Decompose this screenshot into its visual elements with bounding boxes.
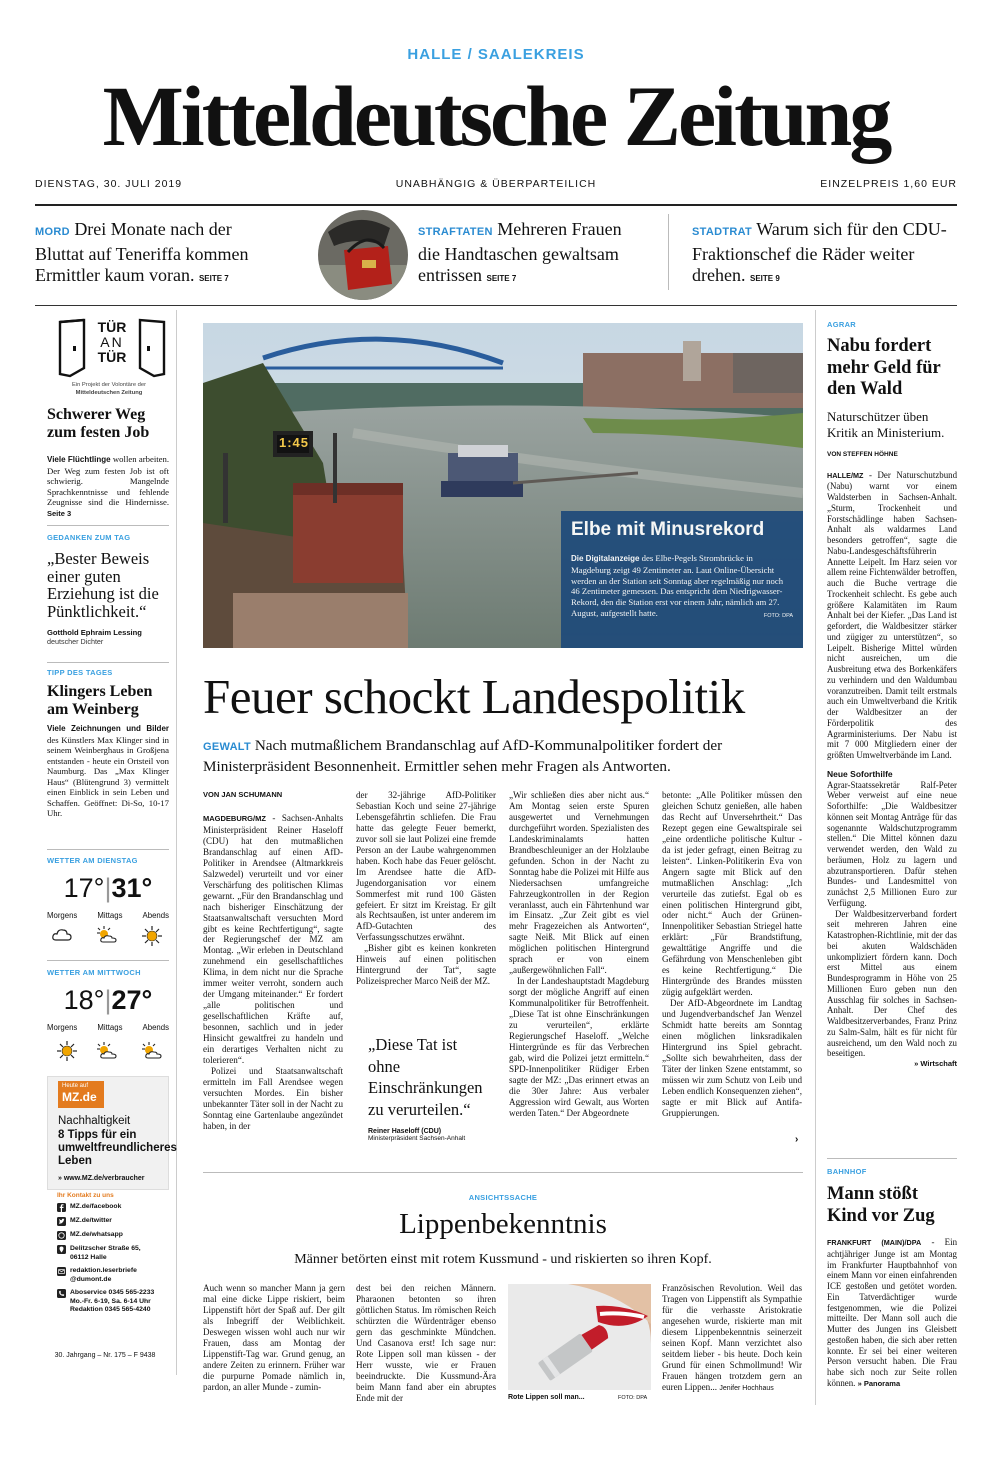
- lead-headline[interactable]: Feuer schockt Landespolitik: [203, 669, 745, 724]
- pull-quote-text: „Diese Tat ist ohne Einschränkungen zu verurteilen.“: [368, 1035, 483, 1119]
- caption-title: Elbe mit Minusrekord: [571, 519, 765, 540]
- contact-address: [57, 1245, 172, 1262]
- teaser-ref: SEITE 7: [198, 274, 229, 283]
- story-headline: Nabu fordert mehr Geld für den Wald: [827, 336, 941, 399]
- story-text: wollen arbeiten. Der Weg zum festen Job ist oft schwierig. Mangelnde Sprachkenntnisse und fehlende Zeugnisse sind die Hindernisse.: [47, 454, 170, 508]
- story-dateline: HALLE/MZ: [827, 470, 864, 480]
- contact-whatsapp[interactable]: [57, 1231, 172, 1240]
- lead-col3b-text: In der Landeshauptstadt Magdeburg sorgt der mögliche Angriff auf einen Kommunalpolitiker für Betroffenheit. „Diese Tat ist ohne Einschränkungen zu verurteilen“, erklärte Regierungschef Haseloff. „Welche Hintergründe es für das Verbrechen gab, wird die Polizei jetzt ermitteln.“ SPD-Innenpolitiker Rüdiger Erben sagte der MZ: „Das erinnert etwas an die 30er Jahre: Aus verbaler Aggression wird Gewalt, aus Worten werden Taten.“ Der Abgeordnete: [509, 976, 649, 1118]
- promo-brand: MZ.de: [62, 1090, 97, 1104]
- right-story-bahnhof[interactable]: [827, 1167, 957, 1390]
- story-ref-text: Panorama: [863, 1378, 901, 1388]
- quote-author: Gotthold Ephraim Lessing: [47, 628, 142, 637]
- slot-label: Morgens: [47, 911, 78, 920]
- opinion-author: Jenifer Hochhaus: [719, 1384, 774, 1392]
- lead-subhead-text: Nach mutmaßlichem Brandanschlag auf AfD-Kommunalpolitiker fordert der Ministerpräsident Besonnenheit. Ermittler sehen mehr Fragen als Antworten.: [203, 737, 723, 775]
- logo-text: [88, 320, 136, 365]
- pull-quote: [368, 1034, 493, 1142]
- issue-date: DIENSTAG, 30. JULI 2019: [35, 178, 183, 190]
- logo-caption-line2: Mitteldeutschen Zeitung: [75, 390, 143, 396]
- left-divider: [47, 849, 169, 850]
- contact-text: MZ.de/whatsapp: [70, 1231, 123, 1238]
- lead-col-3: [509, 790, 649, 1119]
- contact-twitter[interactable]: [57, 1217, 172, 1226]
- teaser-text: Mehreren Frauen die Handtaschen gewaltsam entrissen: [418, 219, 622, 285]
- opinion-col-3: [662, 1283, 802, 1395]
- contact-list: [57, 1203, 172, 1315]
- story-subhead: Naturschützer üben Kritik an Ministerium.: [827, 408, 945, 440]
- story-text: - Ein achtjähriger Junge ist am Montag im Frankfurter Hauptbahnhof von einem Mann vor einen einfahrenden ICE gestoßen und getötet worden. Ein Tatverdächtiger wurde festgenommen, wie die Polizei mitteilte. Der Mann soll auch die Mutter des Jungen ins Gleisbett gestoßen haben, die sich aber retten konnte. Er sei bei einer weiteren Person versucht haben. Die Frau habe sich noch zur Seite rollen können.: [827, 1237, 958, 1388]
- story-dateline: FRANKFURT (MAIN)/DPA: [827, 1238, 922, 1247]
- contact-mail[interactable]: [57, 1267, 172, 1284]
- weather-slots: [47, 911, 169, 920]
- left-divider: [47, 960, 169, 961]
- lead-dateline: MAGDEBURG/MZ: [203, 814, 266, 823]
- lipstick-credit: FOTO: DPA: [618, 1395, 648, 1401]
- teaser-rule: [35, 305, 957, 306]
- left-divider: [47, 525, 169, 526]
- sun-cloud-icon: [95, 926, 119, 944]
- teaser-stadtrat[interactable]: [692, 219, 957, 290]
- caption-text: des Elbe-Pegels Strombrücke in Magdeburg zeigt 49 Zentimeter an. Laut Online-Übersicht werden an der Station seit Sonntag aber regelmäßig nur noch 46 Zentimeter gemessen. Das entspricht dem Niedrigwasser-Rekord, den die Station erst vor einem Jahr, nämlich am 27. August, aufgestellt hatte.: [571, 553, 784, 618]
- photo-credit: FOTO: DPA: [763, 612, 793, 619]
- photo-caption-box: [561, 511, 803, 648]
- lead-col3-text: „Wir schließen dies aber nicht aus.“ Am Montag seien erste Spuren ausgewertet und Vernehmungen durchgeführt worden. Spezialisten des Landeskriminalamts hatten Brandbeschleuniger an der Holzlaube gefunden. Schon in der Nacht zu Sonntag habe die Polizei mit Hilfe aus Niedersachsen umfangreiche Fahrzeugkontrollen in der Region veranlasst, auch ein Fährtenhund war im Einsatz. „Zur Zeit gibt es viel mehr Fragezeichen als Antworten“, sagte Neiß. Mit Blick auf einen möglichen politischen Hintergrund sprach er von einem „außergewöhnlichen Fall“.: [509, 790, 649, 976]
- handbag-photo: [318, 210, 408, 300]
- teaser-kicker: MORD: [35, 226, 70, 238]
- masthead-rule: [35, 204, 957, 206]
- contact-text: Delitzscher Straße 65, 06112 Halle: [70, 1245, 141, 1261]
- lead-rule: [203, 1172, 803, 1173]
- story-body: [827, 1237, 957, 1390]
- story-headline: Schwerer Weg zum festen Job: [47, 406, 150, 441]
- contact-phone[interactable]: [57, 1289, 172, 1315]
- tip-text: des Künstlers Max Klinger sind in seinem Weinberghaus in Großjena entstanden - heute ein Ortsteil von Naumburg. Das „Max Klinger Haus“ (Blütengrund 3) vermittelt einen Einblick in sein Leben und Schaffen. Geöffnet: Di-So, 10-17 Uhr.: [47, 734, 169, 818]
- logo-caption: [40, 381, 178, 397]
- lead-byline: VON JAN SCHUMANN: [203, 790, 283, 799]
- right-story-nabu[interactable]: [827, 320, 957, 1068]
- lead-col4-text: betonte: „Alle Politiker müssen den gleichen Schutz genießen, alle haben das Recht auf Unversehrtheit.“ Das Rezept gegen eine Gewaltspirale sei „eine ordentliche politische Kultur - da ist jeder gefragt, einen Beitrag zu leisten“. Linken-Politikerin Eva von Angern sagte mit Blick auf den mutmaßlichen Anschlag: „Ich verurteile das zutiefst. Egal ob es einen politischen Hintergrund gibt, oder nicht.“ Auch der Grünen-Innenpolitiker Sebastian Striegel hatte erklärt: „Für Brandstiftung, gewalttätige Angriffe und die Gefährdung von Menschenleben gibt es keine Rechtfertigung.“ Die Hintergründe des Brandes müssten zügig aufgeklärt werden.: [662, 790, 802, 998]
- slot-label: Abends: [142, 1023, 169, 1032]
- promo-box[interactable]: [47, 1076, 177, 1190]
- cloud-icon: [52, 928, 72, 942]
- opinion-kicker: ANSICHTSSACHE: [468, 1193, 538, 1202]
- slot-label: Abends: [142, 911, 169, 920]
- temp-high: 27°: [111, 985, 153, 1015]
- teaser-kicker: STRAFTATEN: [418, 226, 493, 238]
- lead-col2b-text: „Bisher gibt es keinen konkreten Hinweis auf einen politischen Hintergrund der Tat“, sagte Polizeisprecher Marco Neiß der MZ.: [356, 943, 496, 987]
- slot-label: Mittags: [97, 911, 123, 920]
- issue-price: EINZELPREIS 1,60 EUR: [820, 178, 957, 190]
- weather-temps: 18°|27°: [63, 985, 153, 1015]
- opinion-col-1: Auch wenn so mancher Mann ja gern mal eine dicke Lippe riskiert, beim Lippenstift hört der Spaß auf. Der gilt als Inbegriff der Weiblichkeit. Deswegen wissen wohl auch nur wir Frauen, dass am Montag der Lippenstift-Tag war. Grund genug, an andere Zeiten zu erinnern. Früher war die purpurne Pomade nämlich in, pardon, an aller Munde - zumin-: [203, 1283, 345, 1392]
- left-story-jobs[interactable]: [47, 406, 169, 520]
- story-text: - Der Naturschutzbund (Nabu) warnt vor einem Waldsterben in Sachsen-Anhalt. „Sturm, Trockenheit und Forstschädlinge haben Sachsen-Anhalt als waldarmes Land besonders getroffen“, sagte die Nabu-Landesgeschäftsführerin Annette Leipelt. Im Harz seien vor allem reine Fichtenwälder betroffen, auch die Buche vertrage die Trockenheit schlecht. Es gebe auch größere Kalamitäten im Raum Anhalt bei der Kiefer. „Das Land ist gefordert, die Waldbesitzer stärker und zügiger zu unterstützen“, so Leipelt. Bisherige Mittel würden nicht ausreichen, um die Ausbreitung etwa des Borkenkäfers zu verhindern und den Waldumbau voranzutreiben. Damit teilt erstmals auch ein Umweltverband die Kritik der Waldbesitzer an der Förderpolitik des Agrarministeriums. Der Nabu ist mit 7 000 Mitgliedern einer der größten Umweltverbände im Land.: [827, 469, 958, 760]
- story-ref[interactable]: » Panorama: [857, 1378, 901, 1388]
- story-text-3: Der Waldbesitzerverband fordert seit mehreren Jahren eine Katastrophen-Richtlinie, mit der das bei akuten Waldschäden unkompliziert fördern kann. Doch erst Mittel aus einem Bundesprogramm in Höhe von 25 Millionen Euro geben nun den Ausschlag für solches in Sachsen-Anhalt. Der Chef des Waldbesitzerverbandes, Franz Prinz zu Salm-Salm, hält es für nicht für ausreichend, um den Wald noch zu beseitigen.: [827, 908, 957, 1059]
- sun-cloud-icon: [95, 1042, 119, 1060]
- teaser-mord[interactable]: [35, 219, 285, 290]
- story-kicker: AGRAR: [827, 320, 856, 329]
- contact-text: redaktion.leserbriefe @dumont.de: [70, 1267, 137, 1283]
- story-body: [47, 454, 169, 520]
- opinion-headline[interactable]: Lippenbekenntnis: [399, 1208, 607, 1240]
- temp-low: 18°: [63, 985, 105, 1015]
- mail-icon: [57, 1267, 66, 1284]
- lead-col-4: [662, 790, 802, 1119]
- promo-kicker: Nachhaltigkeit: [58, 1115, 131, 1127]
- weather-temps: 17°|31°: [63, 873, 153, 903]
- weather-kicker: WETTER AM MITTWOCH: [47, 968, 141, 977]
- teaser-kicker: STADTRAT: [692, 226, 753, 238]
- quote-role: deutscher Dichter: [47, 637, 104, 646]
- sun-icon: [57, 1041, 77, 1061]
- sun-cloud-icon: [140, 1042, 164, 1060]
- contact-text: MZ.de/facebook: [70, 1203, 122, 1210]
- contact-facebook[interactable]: [57, 1203, 172, 1212]
- phone-icon: [57, 1289, 66, 1315]
- newspaper-motto: UNABHÄNGIG & ÜBERPARTEILICH: [395, 178, 597, 190]
- left-divider: [47, 662, 169, 663]
- quote-text: „Bester Beweis einer guten Erziehung ist die Pünktlichkeit.“: [47, 549, 159, 621]
- issue-number: 30. Jahrgang – Nr. 175 – F 9438: [54, 1352, 156, 1359]
- tip-kicker: TIPP DES TAGES: [47, 668, 113, 677]
- story-headline: Mann stößt Kind vor Zug: [827, 1184, 935, 1226]
- contact-text: MZ.de/twitter: [70, 1217, 112, 1224]
- opinion-col3-text: Französischen Revolution. Weil das Tragen von Lippenstift als Sympathie für die verhasste Aristokratie angesehen wurde, riskierte man mit diesem Lippenbekenntnis seinerzeit seinen Kopf. Mann verzichtet also seitdem lieber - bis heute. Doch kein Grund für einen Schmollmund! Wir Frauen hängen trotzdem gern an euren Lippen...: [662, 1283, 802, 1392]
- teaser-divider: [668, 214, 669, 290]
- opinion-subhead: Männer betörten einst mit rotem Kussmund - und riskierten so ihren Kopf.: [294, 1252, 712, 1267]
- lead-col-2: [356, 790, 496, 987]
- promo-badge: [58, 1081, 104, 1108]
- slot-label: Mittags: [97, 1023, 123, 1032]
- story-ref-text: Wirtschaft: [920, 1059, 957, 1068]
- edition-label: HALLE / SAALEKREIS: [407, 46, 585, 63]
- lipstick-caption: Rote Lippen soll man...: [508, 1394, 585, 1401]
- teaser-ref: SEITE 7: [486, 274, 517, 283]
- story-ref[interactable]: [827, 1059, 957, 1068]
- story-lead: Viele Flüchtlinge: [47, 455, 111, 464]
- location-icon: [57, 1245, 66, 1262]
- logo-mid: AN: [100, 334, 124, 350]
- lead-col4b-text: Der AfD-Abgeordnete im Landtag und Jugendverbandschef Jan Wenzel Schmidt hatte bereits am Sonntag einen möglichen linksradikalen Hintergrund ins Spiel gebracht. „Sollte sich bewahrheiten, dass der Täter der linken Szene entstammt, so müssen wir zum Schutz von Leib und Leben endlich Konsequenzen ziehen“, sagte er mit Blick auf Antifa-Gruppierungen.: [662, 998, 802, 1118]
- twitter-icon: [57, 1217, 66, 1226]
- logo-caption-line1: Ein Projekt der Volontäre der: [71, 382, 147, 388]
- teaser-ref: SEITE 9: [749, 274, 780, 283]
- story-text-2: Agrar-Staatssekretär Ralf-Peter Weber verweist auf eine neue Soforthilfe: „Die Waldbesitzer können seit Montag Anträge für das sogenannte Waldschutzprogramm stellen.“ Die Mittel können dazu verwendet werden, den Wald zu beräumen, Holz zu lagern und abzutransportieren. Dafür stehen Bundes- und Landesmittel von zunächst 2,5 Millionen Euro zur Verfügung.: [827, 779, 957, 908]
- arrow-icon: »: [914, 1059, 921, 1068]
- opinion-col-2: dest bei den reichen Männern. Pharaonen betonten so ihren göttlichen Status. Im römischen Reich schürzten die Würdenträger ebenso gern das geschminkte Mündchen. Und Casanova erst! Ich sage nur: Rote Lippen soll man küssen - der Herr wusste, wie er Frauen beeindruckte. Die Kussmund-Ära beim Mann fand aber ein abruptes Ende mit der: [356, 1283, 496, 1403]
- tip-lead: Viele Zeichnungen und Bilder: [47, 724, 169, 733]
- teaser-text: Warum sich für den CDU-Fraktionschef die Räder weiter drehen.: [692, 219, 947, 285]
- logo-top: TÜR: [97, 319, 127, 335]
- lead-col-1: [203, 813, 343, 1132]
- lead-col1-text: - Sachsen-Anhalts Ministerpräsident Reiner Haseloff (CDU) hat den mutmaßlichen Brandanschlag auf einen AfD-Politiker in Arendsee (Altmarkkreis Salzwedel) verurteilt und vor einer Verschärfung des politischen Klimas gewarnt. „Für den Brandanschlag und nach bisheriger Einschätzung der Staatsanwaltschaft versuchten Mord gibt es keine Rechtfertigung“, sagte der Regierungschef der MZ am Montag. „Wir erleben in Deutschland zunehmend ein gesellschaftliches Klima, in dem nicht nur die Sprache immer weiter verroht, sondern auch der Umgang miteinander.“ Er fordert „alle politischen und gesellschaftlichen Kräfte auf, besonnen, sachlich und in jeder Hinsicht gewaltfrei zu handeln und ein derartiges Verhalten nicht zu tolerieren“.: [203, 813, 343, 1065]
- promo-headline: 8 Tipps für ein umweltfreundlicheres Leben: [58, 1129, 177, 1167]
- weather-slots: [47, 1023, 169, 1032]
- weather-kicker: WETTER AM DIENSTAG: [47, 856, 138, 865]
- temp-high: 31°: [111, 873, 153, 903]
- promo-link[interactable]: » www.MZ.de/verbraucher: [58, 1175, 145, 1182]
- pull-quote-role: Ministerpräsident Sachsen-Anhalt: [368, 1135, 466, 1142]
- whatsapp-icon: [57, 1231, 66, 1240]
- quote-of-day: [47, 533, 169, 646]
- story-kicker: BAHNHOF: [827, 1167, 867, 1176]
- tip-headline: Klingers Leben am Weinberg: [47, 683, 153, 718]
- temp-low: 17°: [63, 873, 105, 903]
- story-body: [827, 470, 957, 1060]
- pull-quote-author: Reiner Haseloff (CDU): [368, 1128, 442, 1135]
- quote-kicker: GEDANKEN ZUM TAG: [47, 533, 131, 542]
- continue-arrow[interactable]: ›: [795, 1134, 799, 1145]
- lead-col1b-text: Polizei und Staatsanwaltschaft ermitteln im Fall Arendsee wegen versuchten Mordes. Ein bisher unbekannter Täter soll in der Nacht zu Sonntag eine Gartenlaube angezündet haben, in der: [203, 1065, 343, 1131]
- right-column-divider: [815, 310, 816, 1405]
- promo-small: Heute auf: [62, 1083, 89, 1089]
- gauge-display: 1:45: [278, 435, 310, 450]
- story-subheading: Neue Soforthilfe: [827, 768, 893, 779]
- caption-body: [571, 553, 793, 619]
- lead-subhead: [203, 736, 803, 776]
- teaser-straftaten[interactable]: [418, 219, 643, 290]
- caption-lead: Die Digitalanzeige: [571, 554, 640, 563]
- tip-of-day[interactable]: [47, 668, 169, 819]
- slot-label: Morgens: [47, 1023, 78, 1032]
- story-byline: VON STEFFEN HÖHNE: [827, 450, 898, 458]
- teaser-text: Drei Monate nach der Bluttat auf Teneriffa kommen Ermittler kaum voran.: [35, 219, 249, 285]
- newspaper-title: Mitteldeutsche Zeitung: [102, 68, 890, 164]
- lead-col2-text: der 32-jährige AfD-Politiker Sebastian Koch und seine 27-jährige Lebensgefährtin schliefen. Die Frau hatte das gelegte Feuer bemerkt, zuvor soll sie laut Polizei eine fremde Person an der Laube wahrgenommen haben. Koch habe das Feuer gelöscht. Im Arendsee hatte die AfD-Jugendorganisation vor einem Sommerfest mit rund 100 Gästen gefeiert. Er sitzt im Kreistag. Er gilt als Rechtsaußen, ist unter anderem im AfD-Gutachten des Verfassungsschutzes erwähnt.: [356, 790, 496, 943]
- lead-kicker: GEWALT: [203, 741, 252, 753]
- tip-body: [47, 723, 169, 819]
- logo-bot: TÜR: [97, 349, 127, 365]
- story-ref: Seite 3: [47, 508, 72, 518]
- sun-icon: [142, 926, 162, 946]
- lipstick-photo: [508, 1284, 651, 1390]
- right-divider: [827, 1158, 957, 1159]
- contact-title: Ihr Kontakt zu uns: [57, 1192, 114, 1199]
- facebook-icon: [57, 1203, 66, 1212]
- contact-text: Aboservice 0345 565-2233 Mo.-Fr. 6-19, Sa. 6-14 Uhr Redaktion 0345 565-4240: [70, 1289, 155, 1313]
